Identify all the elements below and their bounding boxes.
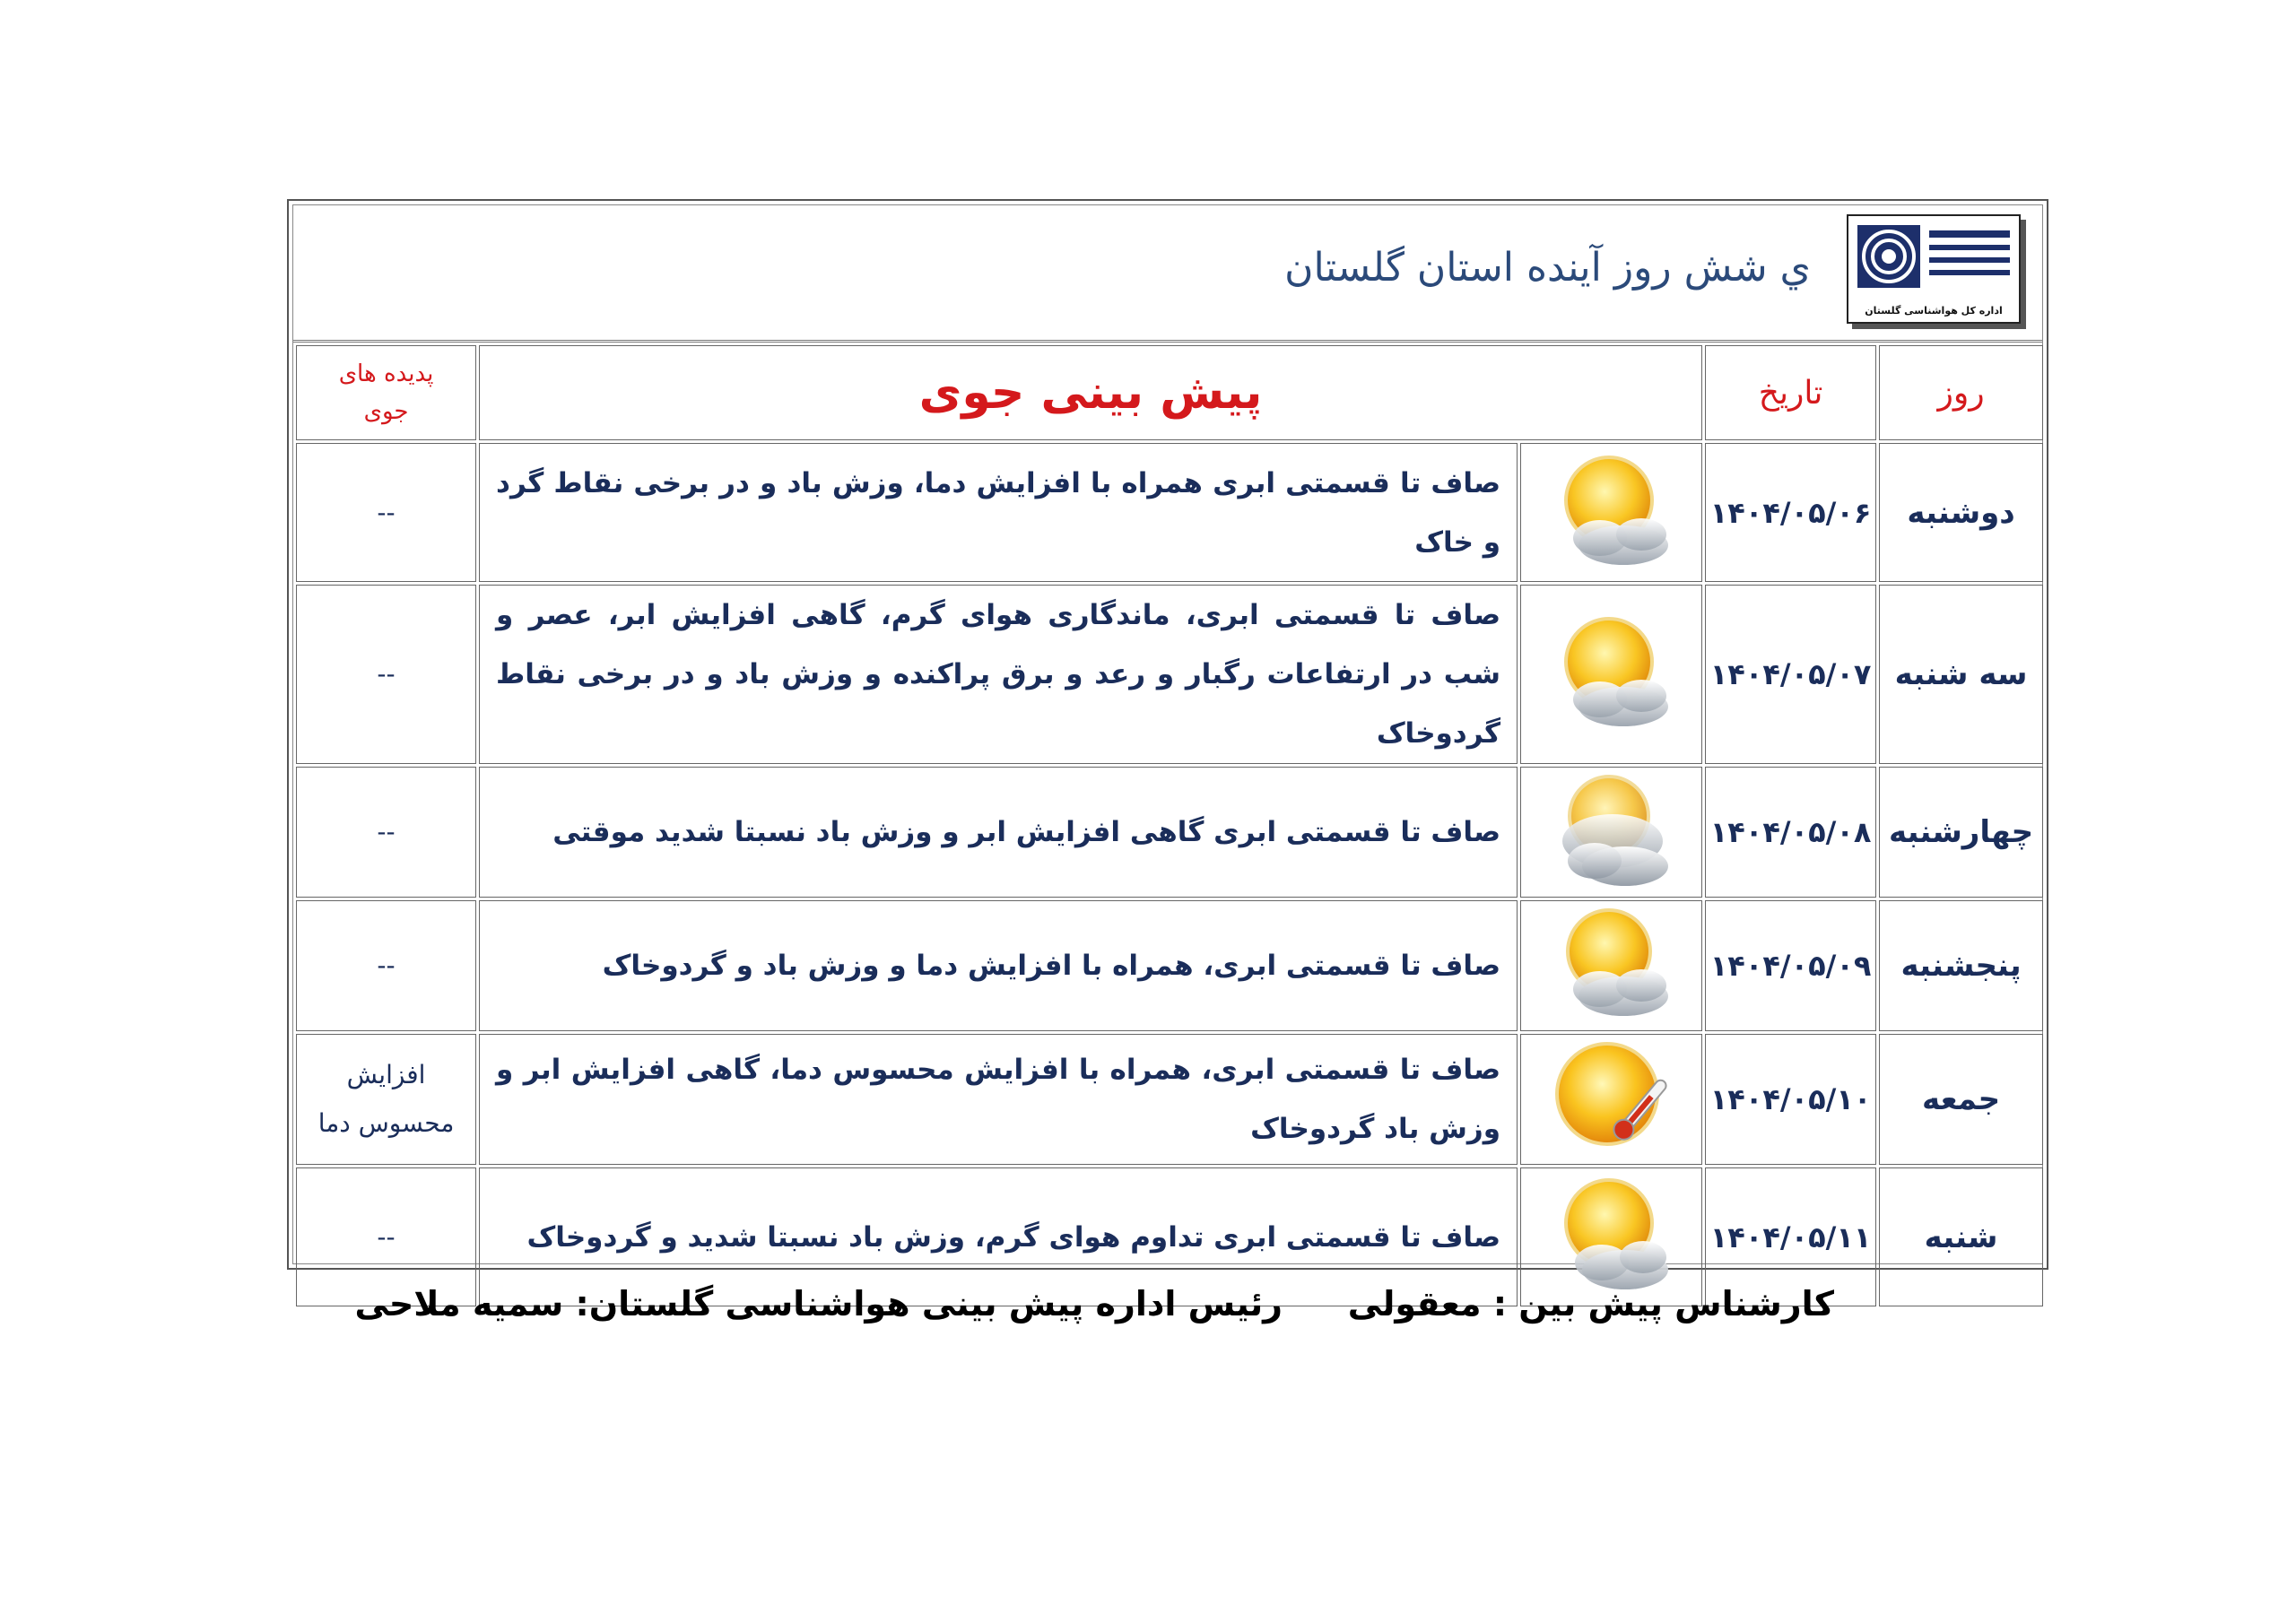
row-day: شنبه (1879, 1167, 2043, 1306)
row-day: دوشنبه (1879, 443, 2043, 582)
phenomena-header-line1: پدیده های (338, 360, 434, 387)
logo-caption: اداره کل هواشناسی گلستان (1865, 305, 2003, 317)
row-phenomena: -- (296, 443, 476, 582)
row-icon-cell (1520, 585, 1702, 764)
row-forecast-text: صاف تا قسمتی ابری، همراه با افزایش محسوس دما، گاهی افزایش ابر و وزش باد گردوخاک (479, 1034, 1518, 1165)
phenomena-line1: افزایش (346, 1060, 426, 1089)
sheet-inner (292, 204, 2043, 1264)
row-icon-cell (1520, 1034, 1702, 1165)
row-day: چهارشنبه (1879, 767, 2043, 898)
row-icon-cell (1520, 443, 1702, 582)
table-row (296, 900, 2043, 1031)
table-row (296, 443, 2043, 582)
sun-cloud-icon (1544, 610, 1679, 735)
hot-sun-icon (1544, 1035, 1679, 1160)
forecaster-signature: کارشناس پیش بین : معقولی (1347, 1284, 1834, 1324)
row-forecast-text: صاف تا قسمتی ابری، ماندگاری هوای گرم، گاهی افزایش ابر، عصر و شب در ارتفاعات رگبار و رعد و برق پراکنده و وزش باد و در برخی نقاط گردوخاک (479, 585, 1518, 764)
row-forecast-text: صاف تا قسمتی ابری همراه با افزایش دما، وزش باد و در برخی نقاط گرد و خاک (479, 443, 1518, 582)
row-phenomena: -- (296, 585, 476, 764)
row-date: ۱۴۰۴/۰۵/۱۰ (1705, 1034, 1876, 1165)
row-date: ۱۴۰۴/۰۵/۰۷ (1705, 585, 1876, 764)
sun-cloud-icon (1544, 1173, 1679, 1298)
chief-signature: رئیس اداره پیش بینی هواشناسی گلستان: سمیه ملاحی (354, 1284, 1283, 1324)
column-header-date: تاریخ (1705, 345, 1876, 440)
column-header-forecast: پیش بینی جوی (479, 345, 1702, 440)
row-forecast-text: صاف تا قسمتی ابری، همراه با افزایش دما و وزش باد و گردوخاک (479, 900, 1518, 1031)
sun-cloud-icon (1544, 448, 1679, 574)
table-row (296, 767, 2043, 898)
table-row (296, 1034, 2043, 1165)
row-phenomena: -- (296, 1167, 476, 1306)
row-phenomena: -- (296, 900, 476, 1031)
sun-cloud-icon (1544, 901, 1679, 1027)
phenomena-header-line2: جوی (363, 398, 409, 425)
row-day: پنجشنبه (1879, 900, 2043, 1031)
meteorology-logo (1847, 214, 2021, 324)
table-header-row (296, 345, 2043, 440)
row-icon-cell (1520, 767, 1702, 898)
row-date: ۱۴۰۴/۰۵/۱۱ (1705, 1167, 1876, 1306)
column-header-phenomena (296, 345, 476, 440)
row-forecast-text: صاف تا قسمتی ابری گاهی افزایش ابر و وزش باد نسبتا شدید موقتی (479, 767, 1518, 898)
page-title: ي شش روز آينده استان گلستان (1284, 245, 1811, 291)
sheet-header (293, 205, 2042, 343)
row-date: ۱۴۰۴/۰۵/۰۹ (1705, 900, 1876, 1031)
row-date: ۱۴۰۴/۰۵/۰۶ (1705, 443, 1876, 582)
row-phenomena (296, 1034, 476, 1165)
row-day: سه شنبه (1879, 585, 2043, 764)
row-forecast-text: صاف تا قسمتی ابری تداوم هوای گرم، وزش باد نسبتا شدید و گردوخاک (479, 1167, 1518, 1306)
column-header-day: روز (1879, 345, 2043, 440)
table-row (296, 585, 2043, 764)
row-phenomena: -- (296, 767, 476, 898)
partly-cloudy-icon (1544, 768, 1679, 893)
row-date: ۱۴۰۴/۰۵/۰۸ (1705, 767, 1876, 898)
forecast-table (293, 343, 2046, 1309)
forecast-sheet (287, 199, 2048, 1270)
phenomena-line2: محسوس دما (317, 1108, 455, 1138)
row-day: جمعه (1879, 1034, 2043, 1165)
row-icon-cell (1520, 900, 1702, 1031)
